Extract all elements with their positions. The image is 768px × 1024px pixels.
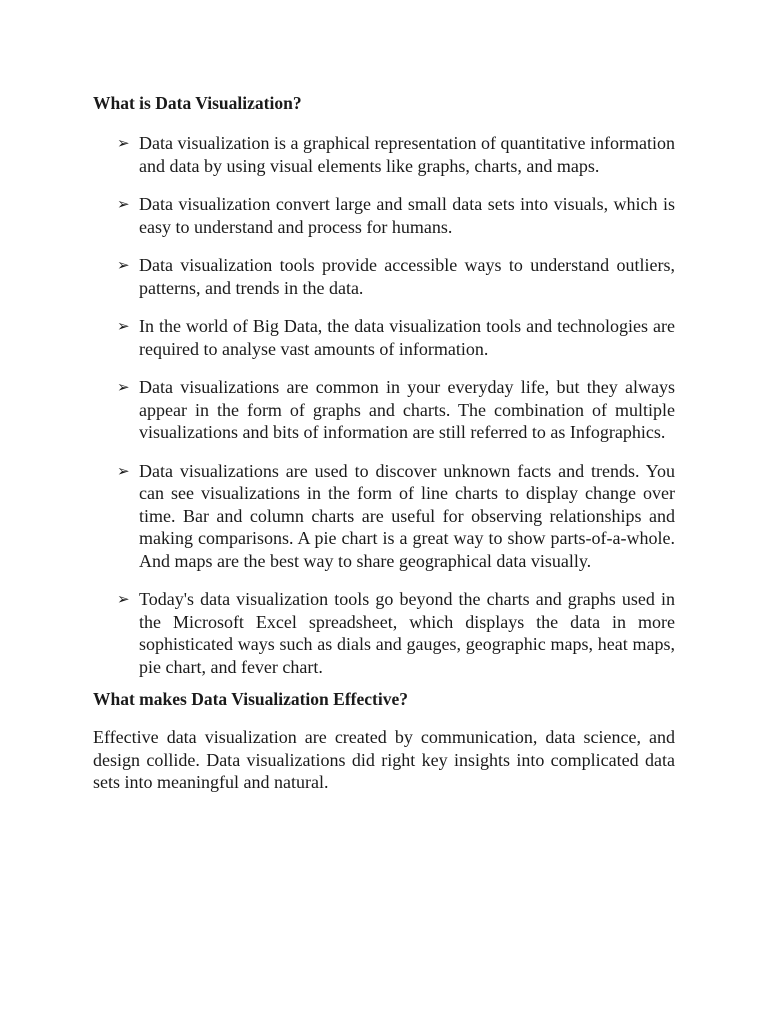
arrow-bullet-icon: ➢ bbox=[117, 461, 130, 480]
list-item-text: Data visualization is a graphical representation of quantitative information and data by using visual elements like graphs, charts, and maps. bbox=[139, 133, 675, 176]
arrow-bullet-icon: ➢ bbox=[117, 378, 130, 396]
arrow-bullet-icon: ➢ bbox=[117, 195, 130, 213]
arrow-bullet-icon: ➢ bbox=[117, 317, 130, 335]
arrow-bullet-icon: ➢ bbox=[117, 590, 130, 608]
list-item bbox=[93, 132, 675, 177]
list-item bbox=[93, 376, 675, 444]
arrow-bullet-icon: ➢ bbox=[117, 256, 130, 274]
list-item-text: In the world of Big Data, the data visualization tools and technologies are required to analyse vast amounts of information. bbox=[139, 316, 675, 359]
list-item-text: Data visualizations are common in your everyday life, but they always appear in the form of graphs and charts. The combination of multiple visualizations and bits of information are still referred to as Infographics. bbox=[139, 377, 675, 442]
body-paragraph: Effective data visualization are created by communication, data science, and design collide. Data visualizations did right key insights into complicated data sets into meaningful and natural. bbox=[93, 727, 675, 792]
list-item bbox=[93, 460, 675, 573]
list-item bbox=[93, 315, 675, 360]
list-item bbox=[93, 588, 675, 678]
bullet-list bbox=[93, 132, 675, 678]
arrow-bullet-icon: ➢ bbox=[117, 134, 130, 152]
list-item bbox=[93, 193, 675, 238]
heading-what-makes-effective: What makes Data Visualization Effective? bbox=[93, 689, 408, 709]
document-page bbox=[93, 92, 675, 794]
heading-what-is-data-visualization: What is Data Visualization? bbox=[93, 93, 302, 113]
list-item-text: Data visualization convert large and small data sets into visuals, which is easy to understand and process for humans. bbox=[139, 194, 675, 237]
list-item bbox=[93, 254, 675, 299]
list-item-text: Today's data visualization tools go beyond the charts and graphs used in the Microsoft Excel spreadsheet, which displays the data in more sophisticated ways such as dials and gauges, geographic maps, heat maps, pie chart, and fever chart. bbox=[139, 589, 675, 677]
list-item-text: Data visualizations are used to discover unknown facts and trends. You can see visualizations in the form of line charts to display change over time. Bar and column charts are useful for observing relationships and making comparisons. A pie chart is a great way to show parts-of-a-whole. And maps are the best way to share geographical data visually. bbox=[139, 460, 675, 571]
list-item-text: Data visualization tools provide accessible ways to understand outliers, patterns, and trends in the data. bbox=[139, 255, 675, 298]
